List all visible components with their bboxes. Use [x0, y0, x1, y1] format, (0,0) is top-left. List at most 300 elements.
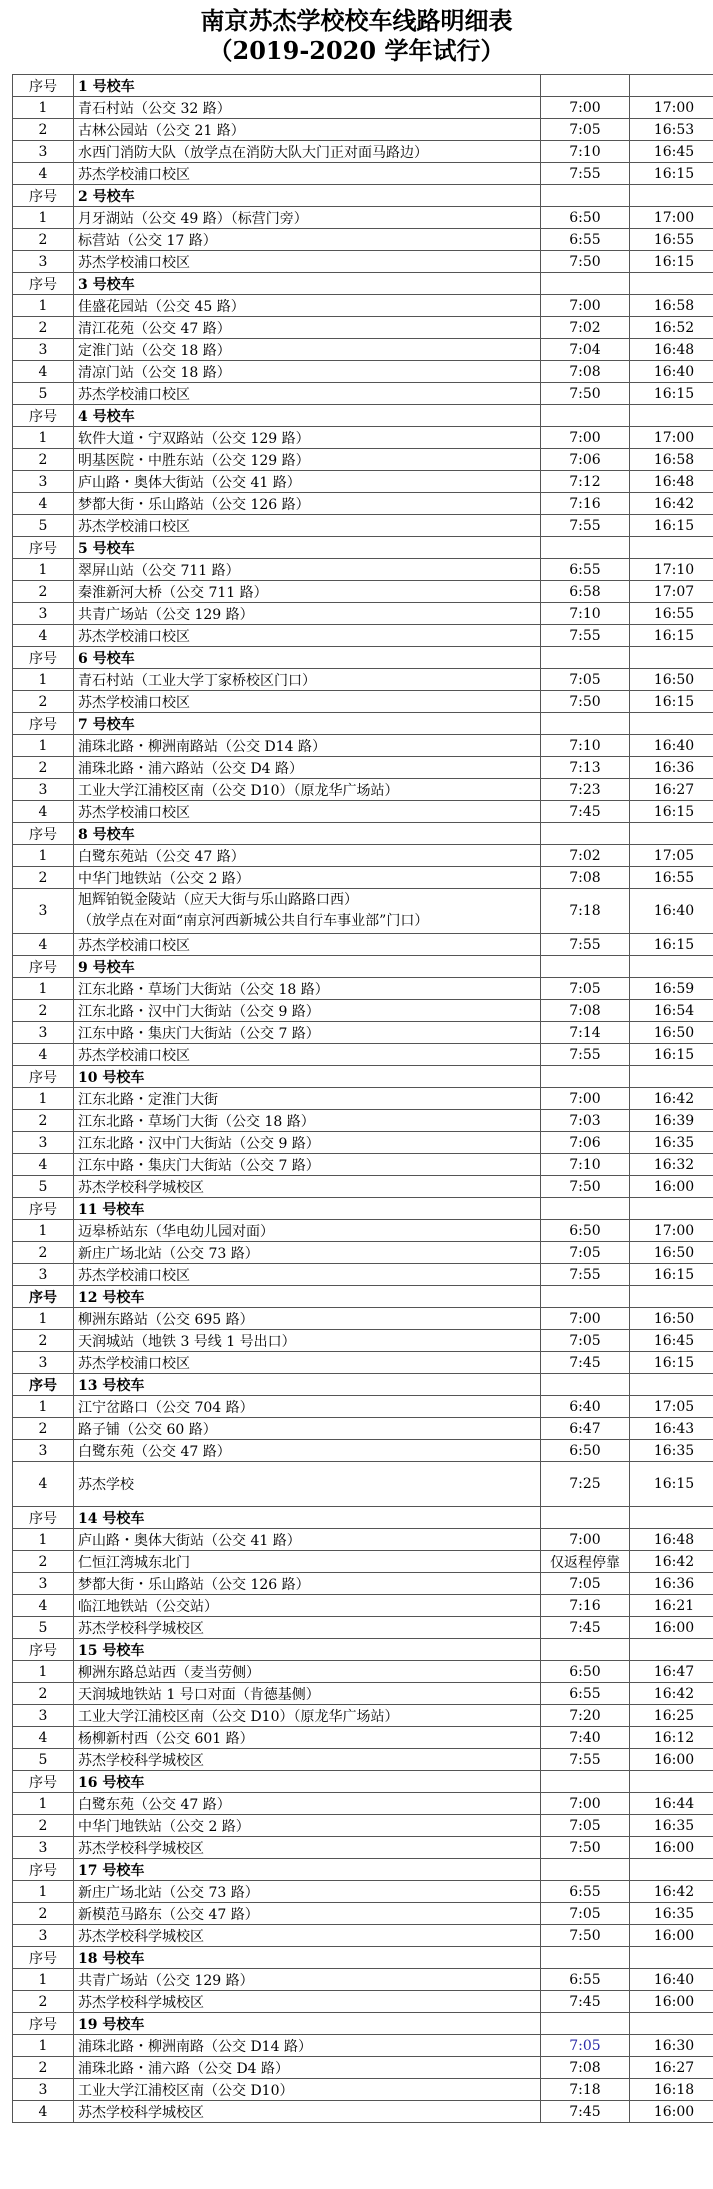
header-empty-cell	[541, 1859, 630, 1881]
morning-time: 7:55	[541, 1749, 630, 1771]
table-row	[13, 449, 713, 471]
stop-name: 天润城站（地铁 3 号线 1 号出口）	[74, 1330, 541, 1352]
header-empty-cell	[541, 823, 630, 845]
header-empty-cell	[541, 1198, 630, 1220]
stop-name: 佳盛花园站（公交 45 路）	[74, 295, 541, 317]
afternoon-time: 17:00	[630, 207, 713, 229]
stop-seq: 3	[13, 1132, 74, 1154]
stop-seq: 4	[13, 1044, 74, 1066]
stop-name: 古林公园站（公交 21 路）	[74, 119, 541, 141]
route-header-row	[13, 1859, 713, 1881]
stop-seq: 2	[13, 691, 74, 713]
stop-seq: 1	[13, 207, 74, 229]
document-title: 南京苏杰学校校车线路明细表	[0, 6, 713, 36]
seq-header: 序号	[13, 405, 74, 427]
morning-time: 7:16	[541, 493, 630, 515]
header-empty-cell	[541, 1286, 630, 1308]
morning-time: 7:50	[541, 251, 630, 273]
morning-time: 7:50	[541, 691, 630, 713]
stop-seq: 1	[13, 1969, 74, 1991]
morning-time: 7:50	[541, 383, 630, 405]
morning-time: 7:05	[541, 1573, 630, 1595]
afternoon-time: 17:07	[630, 581, 713, 603]
stop-name: 清江花苑（公交 47 路）	[74, 317, 541, 339]
stop-seq: 1	[13, 2035, 74, 2057]
stop-seq: 3	[13, 471, 74, 493]
stop-name: 苏杰学校浦口校区	[74, 625, 541, 647]
morning-time: 6:55	[541, 1969, 630, 1991]
morning-time: 7:23	[541, 779, 630, 801]
afternoon-time: 16:50	[630, 1022, 713, 1044]
route-header-row	[13, 1639, 713, 1661]
afternoon-time: 16:45	[630, 141, 713, 163]
seq-header: 序号	[13, 1771, 74, 1793]
route-name: 5 号校车	[74, 537, 541, 559]
stop-name: 苏杰学校浦口校区	[74, 515, 541, 537]
table-row	[13, 317, 713, 339]
afternoon-time: 16:35	[630, 1440, 713, 1462]
header-empty-cell	[630, 405, 713, 427]
stop-seq: 2	[13, 229, 74, 251]
table-row	[13, 163, 713, 185]
table-row	[13, 427, 713, 449]
stop-name: 临江地铁站（公交站）	[74, 1595, 541, 1617]
header-empty-cell	[630, 1859, 713, 1881]
stop-seq: 5	[13, 1617, 74, 1639]
stop-name: 苏杰学校	[74, 1462, 541, 1507]
morning-time: 7:05	[541, 119, 630, 141]
route-header-row	[13, 1947, 713, 1969]
afternoon-time: 16:15	[630, 934, 713, 956]
stop-name: 白鹭东苑（公交 47 路）	[74, 1440, 541, 1462]
morning-time: 7:06	[541, 1132, 630, 1154]
table-row	[13, 1727, 713, 1749]
morning-time: 6:47	[541, 1418, 630, 1440]
morning-time: 7:00	[541, 1088, 630, 1110]
table-row	[13, 1154, 713, 1176]
stop-name: 苏杰学校科学城校区	[74, 2101, 541, 2123]
stop-seq: 1	[13, 1220, 74, 1242]
stop-seq: 3	[13, 141, 74, 163]
morning-time: 7:55	[541, 163, 630, 185]
route-header-row	[13, 1198, 713, 1220]
afternoon-time: 17:00	[630, 1220, 713, 1242]
header-empty-cell	[630, 713, 713, 735]
seq-header: 序号	[13, 1198, 74, 1220]
stop-seq: 3	[13, 1264, 74, 1286]
stop-seq: 2	[13, 1110, 74, 1132]
stop-seq: 3	[13, 1837, 74, 1859]
route-table	[12, 74, 713, 2123]
stop-seq: 4	[13, 493, 74, 515]
header-empty-cell	[541, 1066, 630, 1088]
table-row	[13, 295, 713, 317]
seq-header: 序号	[13, 537, 74, 559]
route-header-row	[13, 956, 713, 978]
header-empty-cell	[630, 956, 713, 978]
table-row	[13, 757, 713, 779]
header-empty-cell	[541, 1507, 630, 1529]
stop-name: 苏杰学校科学城校区	[74, 1617, 541, 1639]
afternoon-time: 16:47	[630, 1661, 713, 1683]
table-row	[13, 2035, 713, 2057]
table-row	[13, 1661, 713, 1683]
afternoon-time: 16:42	[630, 1683, 713, 1705]
afternoon-time: 16:00	[630, 1176, 713, 1198]
afternoon-time: 16:00	[630, 1749, 713, 1771]
morning-time: 6:55	[541, 559, 630, 581]
seq-header: 序号	[13, 647, 74, 669]
morning-time: 7:10	[541, 141, 630, 163]
route-name: 17 号校车	[74, 1859, 541, 1881]
morning-time: 7:10	[541, 735, 630, 757]
route-header-row	[13, 537, 713, 559]
morning-time: 7:16	[541, 1595, 630, 1617]
stop-seq: 4	[13, 801, 74, 823]
table-row	[13, 691, 713, 713]
table-row	[13, 207, 713, 229]
afternoon-time: 16:15	[630, 625, 713, 647]
header-empty-cell	[630, 1639, 713, 1661]
table-row	[13, 603, 713, 625]
route-header-row	[13, 405, 713, 427]
morning-time: 7:45	[541, 801, 630, 823]
seq-header: 序号	[13, 2013, 74, 2035]
morning-time: 7:12	[541, 471, 630, 493]
morning-time: 7:05	[541, 1815, 630, 1837]
seq-header: 序号	[13, 956, 74, 978]
header-empty-cell	[541, 1639, 630, 1661]
table-row	[13, 2101, 713, 2123]
table-row	[13, 1551, 713, 1573]
stop-name: 月牙湖站（公交 49 路）（标营门旁）	[74, 207, 541, 229]
afternoon-time: 16:39	[630, 1110, 713, 1132]
table-row	[13, 1815, 713, 1837]
stop-seq: 4	[13, 1727, 74, 1749]
table-row	[13, 1925, 713, 1947]
stop-seq: 1	[13, 845, 74, 867]
table-row	[13, 867, 713, 889]
table-row	[13, 1330, 713, 1352]
afternoon-time: 16:15	[630, 515, 713, 537]
table-row	[13, 1000, 713, 1022]
morning-time: 7:00	[541, 97, 630, 119]
table-row	[13, 779, 713, 801]
route-name: 3 号校车	[74, 273, 541, 295]
stop-seq: 4	[13, 163, 74, 185]
stop-seq: 3	[13, 1925, 74, 1947]
stop-seq: 1	[13, 427, 74, 449]
table-row	[13, 1176, 713, 1198]
table-row	[13, 229, 713, 251]
route-name: 13 号校车	[74, 1374, 541, 1396]
morning-time: 7:45	[541, 1991, 630, 2013]
stop-name: 苏杰学校浦口校区	[74, 801, 541, 823]
table-row	[13, 1969, 713, 1991]
afternoon-time: 16:54	[630, 1000, 713, 1022]
stop-name: 浦珠北路・浦六路站（公交 D4 路）	[74, 757, 541, 779]
afternoon-time: 16:00	[630, 1837, 713, 1859]
stop-name: 新庄广场北站（公交 73 路）	[74, 1242, 541, 1264]
morning-time: 7:02	[541, 317, 630, 339]
afternoon-time: 16:18	[630, 2079, 713, 2101]
afternoon-time: 16:35	[630, 1132, 713, 1154]
table-row	[13, 1308, 713, 1330]
afternoon-time: 16:40	[630, 889, 713, 934]
stop-name: 杨柳新村西（公交 601 路）	[74, 1727, 541, 1749]
stop-name: 苏杰学校科学城校区	[74, 1991, 541, 2013]
afternoon-time: 16:45	[630, 1330, 713, 1352]
stop-seq: 3	[13, 339, 74, 361]
table-row	[13, 1705, 713, 1727]
afternoon-time: 16:55	[630, 229, 713, 251]
stop-name: 苏杰学校浦口校区	[74, 1264, 541, 1286]
afternoon-time: 16:36	[630, 757, 713, 779]
stop-name: 水西门消防大队（放学点在消防大队大门正对面马路边）	[74, 141, 541, 163]
header-empty-cell	[630, 273, 713, 295]
route-name: 18 号校车	[74, 1947, 541, 1969]
afternoon-time: 16:50	[630, 1242, 713, 1264]
stop-name-line: 旭辉铂锐金陵站（应天大街与乐山路路口西）	[78, 890, 536, 911]
morning-time: 7:55	[541, 1044, 630, 1066]
morning-time: 7:00	[541, 1529, 630, 1551]
table-row	[13, 1881, 713, 1903]
stop-name: 明基医院・中胜东站（公交 129 路）	[74, 449, 541, 471]
morning-time: 7:04	[541, 339, 630, 361]
header-empty-cell	[630, 1374, 713, 1396]
table-row	[13, 1110, 713, 1132]
morning-time: 6:55	[541, 1881, 630, 1903]
stop-seq: 4	[13, 361, 74, 383]
header-empty-cell	[630, 75, 713, 97]
morning-time: 7:45	[541, 1352, 630, 1374]
route-name: 10 号校车	[74, 1066, 541, 1088]
stop-seq: 1	[13, 1793, 74, 1815]
stop-seq: 2	[13, 757, 74, 779]
table-row	[13, 1220, 713, 1242]
stop-seq: 2	[13, 449, 74, 471]
route-name: 8 号校车	[74, 823, 541, 845]
morning-time: 7:18	[541, 2079, 630, 2101]
route-name: 19 号校车	[74, 2013, 541, 2035]
seq-header: 序号	[13, 185, 74, 207]
route-header-row	[13, 647, 713, 669]
stop-name: 庐山路・奥体大街站（公交 41 路）	[74, 471, 541, 493]
table-row	[13, 801, 713, 823]
morning-time: 7:05	[541, 1330, 630, 1352]
header-empty-cell	[541, 1374, 630, 1396]
stop-name: 苏杰学校浦口校区	[74, 251, 541, 273]
stop-seq: 2	[13, 867, 74, 889]
table-row	[13, 141, 713, 163]
afternoon-time: 16:15	[630, 163, 713, 185]
afternoon-time: 16:48	[630, 471, 713, 493]
header-empty-cell	[630, 1507, 713, 1529]
stop-seq: 2	[13, 1418, 74, 1440]
header-empty-cell	[541, 713, 630, 735]
header-empty-cell	[630, 1198, 713, 1220]
stop-seq: 3	[13, 1022, 74, 1044]
stop-name: 白鹭东苑站（公交 47 路）	[74, 845, 541, 867]
stop-name: 江东中路・集庆门大街站（公交 7 路）	[74, 1154, 541, 1176]
stop-seq: 5	[13, 1176, 74, 1198]
afternoon-time: 16:15	[630, 1352, 713, 1374]
table-row	[13, 383, 713, 405]
afternoon-time: 16:15	[630, 1462, 713, 1507]
table-row	[13, 845, 713, 867]
morning-time: 7:18	[541, 889, 630, 934]
table-row	[13, 625, 713, 647]
table-row	[13, 978, 713, 1000]
afternoon-time: 16:36	[630, 1573, 713, 1595]
stop-name: 江宁岔路口（公交 704 路）	[74, 1396, 541, 1418]
header-empty-cell	[630, 823, 713, 845]
route-name: 11 号校车	[74, 1198, 541, 1220]
morning-time: 6:50	[541, 1661, 630, 1683]
afternoon-time: 16:12	[630, 1727, 713, 1749]
stop-seq: 3	[13, 603, 74, 625]
afternoon-time: 16:15	[630, 383, 713, 405]
afternoon-time: 17:00	[630, 427, 713, 449]
route-header-row	[13, 1771, 713, 1793]
stop-name: 路子铺（公交 60 路）	[74, 1418, 541, 1440]
table-row	[13, 735, 713, 757]
table-row	[13, 1044, 713, 1066]
morning-time: 7:45	[541, 2101, 630, 2123]
table-row	[13, 934, 713, 956]
morning-time: 6:58	[541, 581, 630, 603]
morning-time: 7:40	[541, 1727, 630, 1749]
table-row	[13, 251, 713, 273]
stop-seq: 1	[13, 97, 74, 119]
morning-time: 7:25	[541, 1462, 630, 1507]
morning-time: 7:14	[541, 1022, 630, 1044]
stop-seq: 2	[13, 119, 74, 141]
stop-name: 庐山路・奥体大街站（公交 41 路）	[74, 1529, 541, 1551]
stop-name: 青石村站（工业大学丁家桥校区门口）	[74, 669, 541, 691]
table-row	[13, 1352, 713, 1374]
header-empty-cell	[541, 1947, 630, 1969]
stop-seq: 2	[13, 2057, 74, 2079]
stop-seq: 2	[13, 1330, 74, 1352]
header-empty-cell	[630, 537, 713, 559]
header-empty-cell	[541, 405, 630, 427]
seq-header: 序号	[13, 75, 74, 97]
stop-seq: 4	[13, 1154, 74, 1176]
stop-name: 仁恒江湾城东北门	[74, 1551, 541, 1573]
route-name: 14 号校车	[74, 1507, 541, 1529]
stop-seq: 5	[13, 383, 74, 405]
afternoon-time: 16:00	[630, 1617, 713, 1639]
morning-time: 7:45	[541, 1617, 630, 1639]
stop-seq: 1	[13, 1088, 74, 1110]
route-name: 6 号校车	[74, 647, 541, 669]
stop-seq: 1	[13, 559, 74, 581]
afternoon-time: 16:52	[630, 317, 713, 339]
stop-seq: 3	[13, 1573, 74, 1595]
header-empty-cell	[630, 185, 713, 207]
afternoon-time: 17:10	[630, 559, 713, 581]
document-subtitle: （2019-2020 学年试行）	[0, 36, 713, 66]
afternoon-time: 16:00	[630, 1925, 713, 1947]
morning-time: 6:50	[541, 1440, 630, 1462]
stop-seq: 3	[13, 779, 74, 801]
afternoon-time: 16:15	[630, 801, 713, 823]
stop-name: 苏杰学校浦口校区	[74, 383, 541, 405]
seq-header: 序号	[13, 713, 74, 735]
stop-name: 苏杰学校科学城校区	[74, 1176, 541, 1198]
stop-name: 标营站（公交 17 路）	[74, 229, 541, 251]
afternoon-time: 17:05	[630, 1396, 713, 1418]
header-empty-cell	[541, 1771, 630, 1793]
afternoon-time: 16:15	[630, 1044, 713, 1066]
table-row	[13, 1837, 713, 1859]
afternoon-time: 16:48	[630, 1529, 713, 1551]
table-row	[13, 1617, 713, 1639]
header-empty-cell	[630, 1947, 713, 1969]
header-empty-cell	[630, 1066, 713, 1088]
seq-header: 序号	[13, 1286, 74, 1308]
afternoon-time: 16:55	[630, 603, 713, 625]
afternoon-time: 16:21	[630, 1595, 713, 1617]
route-name: 2 号校车	[74, 185, 541, 207]
table-row	[13, 1903, 713, 1925]
header-empty-cell	[541, 537, 630, 559]
morning-time: 7:50	[541, 1837, 630, 1859]
stop-name: 天润城地铁站 1 号口对面（肯德基侧）	[74, 1683, 541, 1705]
header-empty-cell	[630, 1771, 713, 1793]
stop-seq: 1	[13, 295, 74, 317]
table-row	[13, 339, 713, 361]
morning-time: 7:05	[541, 669, 630, 691]
stop-seq: 3	[13, 1705, 74, 1727]
seq-header: 序号	[13, 1859, 74, 1881]
stop-name: 苏杰学校浦口校区	[74, 691, 541, 713]
morning-time: 7:00	[541, 1308, 630, 1330]
afternoon-time: 16:15	[630, 691, 713, 713]
stop-seq: 2	[13, 1000, 74, 1022]
table-row	[13, 361, 713, 383]
table-row	[13, 1132, 713, 1154]
stop-seq: 2	[13, 1242, 74, 1264]
stop-name: 梦都大街・乐山路站（公交 126 路）	[74, 493, 541, 515]
afternoon-time: 16:59	[630, 978, 713, 1000]
header-empty-cell	[630, 1286, 713, 1308]
stop-seq: 2	[13, 1815, 74, 1837]
afternoon-time: 16:27	[630, 2057, 713, 2079]
morning-time: 7:10	[541, 603, 630, 625]
morning-time: 7:00	[541, 295, 630, 317]
morning-time: 7:55	[541, 515, 630, 537]
stop-seq: 3	[13, 889, 74, 934]
header-empty-cell	[541, 647, 630, 669]
route-header-row	[13, 713, 713, 735]
table-row	[13, 1573, 713, 1595]
stop-seq: 3	[13, 2079, 74, 2101]
route-header-row	[13, 1374, 713, 1396]
table-row	[13, 471, 713, 493]
route-header-row	[13, 1066, 713, 1088]
morning-time: 7:05	[541, 978, 630, 1000]
morning-time: 7:08	[541, 1000, 630, 1022]
morning-time: 7:55	[541, 625, 630, 647]
stop-name: 苏杰学校浦口校区	[74, 934, 541, 956]
table-row	[13, 1749, 713, 1771]
route-header-row	[13, 185, 713, 207]
afternoon-time: 16:50	[630, 669, 713, 691]
morning-time: 7:20	[541, 1705, 630, 1727]
stop-name: 翠屏山站（公交 711 路）	[74, 559, 541, 581]
